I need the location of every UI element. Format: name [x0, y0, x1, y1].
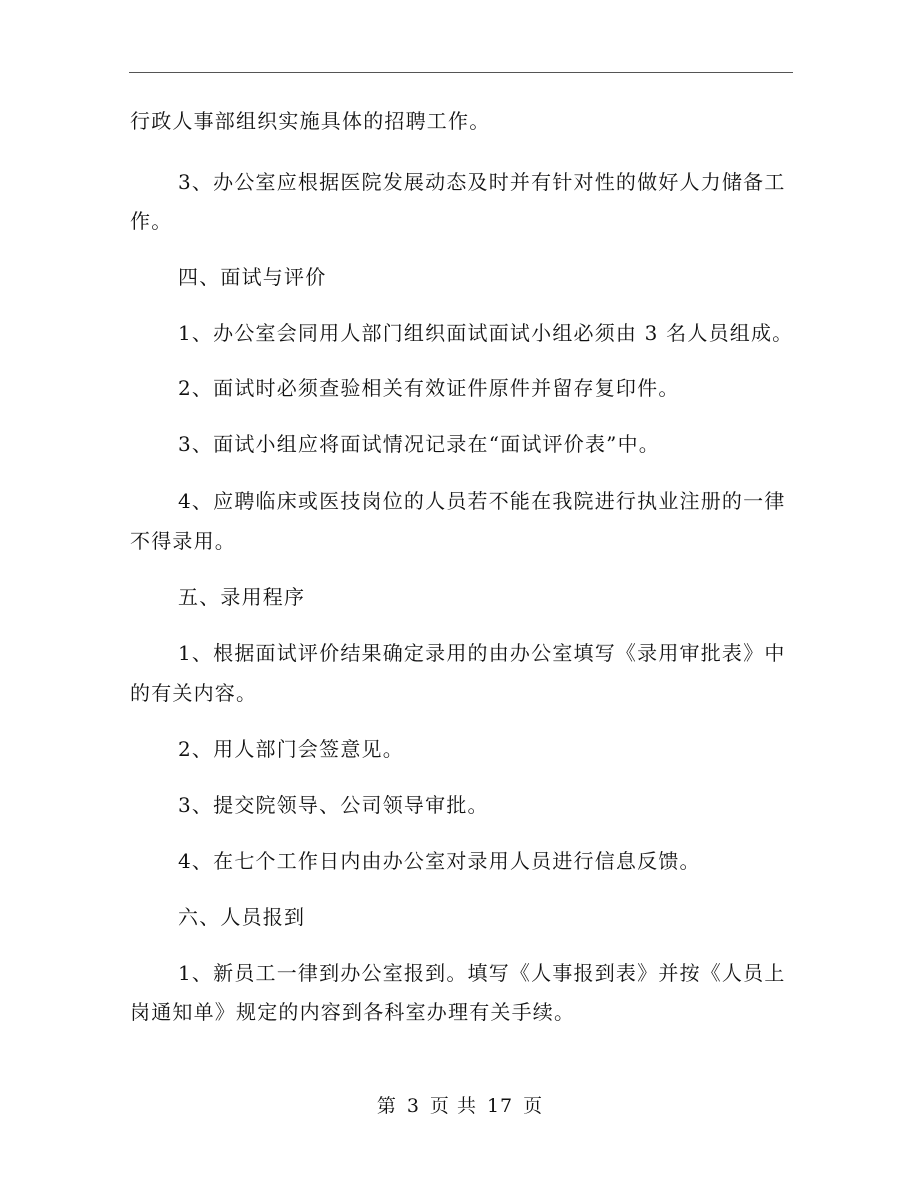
footer-prefix: 第 [376, 1095, 397, 1117]
footer-middle: 页 共 [429, 1095, 477, 1117]
total-pages-number: 17 [486, 1095, 514, 1117]
text-line: 1、新员工一律到办公室报到。填写《人事报到表》并按《人员上 [178, 961, 786, 985]
text-line: 2、用人部门会签意见。 [178, 737, 404, 761]
text-line: 3、办公室应根据医院发展动态及时并有针对性的做好人力储备工 [178, 170, 786, 194]
text-line: 行政人事部组织实施具体的招聘工作。 [130, 109, 491, 133]
section-heading: 五、录用程序 [178, 585, 306, 609]
text-line: 3、提交院领导、公司领导审批。 [178, 793, 489, 817]
text-line: 1、根据面试评价结果确定录用的由办公室填写《录用审批表》中 [178, 641, 786, 665]
footer-suffix: 页 [523, 1095, 544, 1117]
current-page-number: 3 [406, 1095, 420, 1117]
text-line: 岗通知单》规定的内容到各科室办理有关手续。 [130, 1000, 576, 1024]
page-footer [0, 1094, 920, 1118]
text-line: 4、在七个工作日内由办公室对录用人员进行信息反馈。 [178, 849, 701, 873]
text-line: 2、面试时必须查验相关有效证件原件并留存复印件。 [178, 376, 680, 400]
header-rule [129, 72, 793, 73]
text-line: 不得录用。 [130, 529, 236, 553]
text-line: 3、面试小组应将面试情况记录在“面试评价表”中。 [178, 432, 660, 456]
section-heading: 六、人员报到 [178, 905, 306, 929]
text-line: 的有关内容。 [130, 681, 258, 705]
text-line: 1、办公室会同用人部门组织面试面试小组必须由 3 名人员组成。 [178, 321, 794, 345]
section-heading: 四、面试与评价 [178, 265, 327, 289]
text-line: 4、应聘临床或医技岗位的人员若不能在我院进行执业注册的一律 [178, 489, 786, 513]
text-line: 作。 [130, 209, 173, 233]
